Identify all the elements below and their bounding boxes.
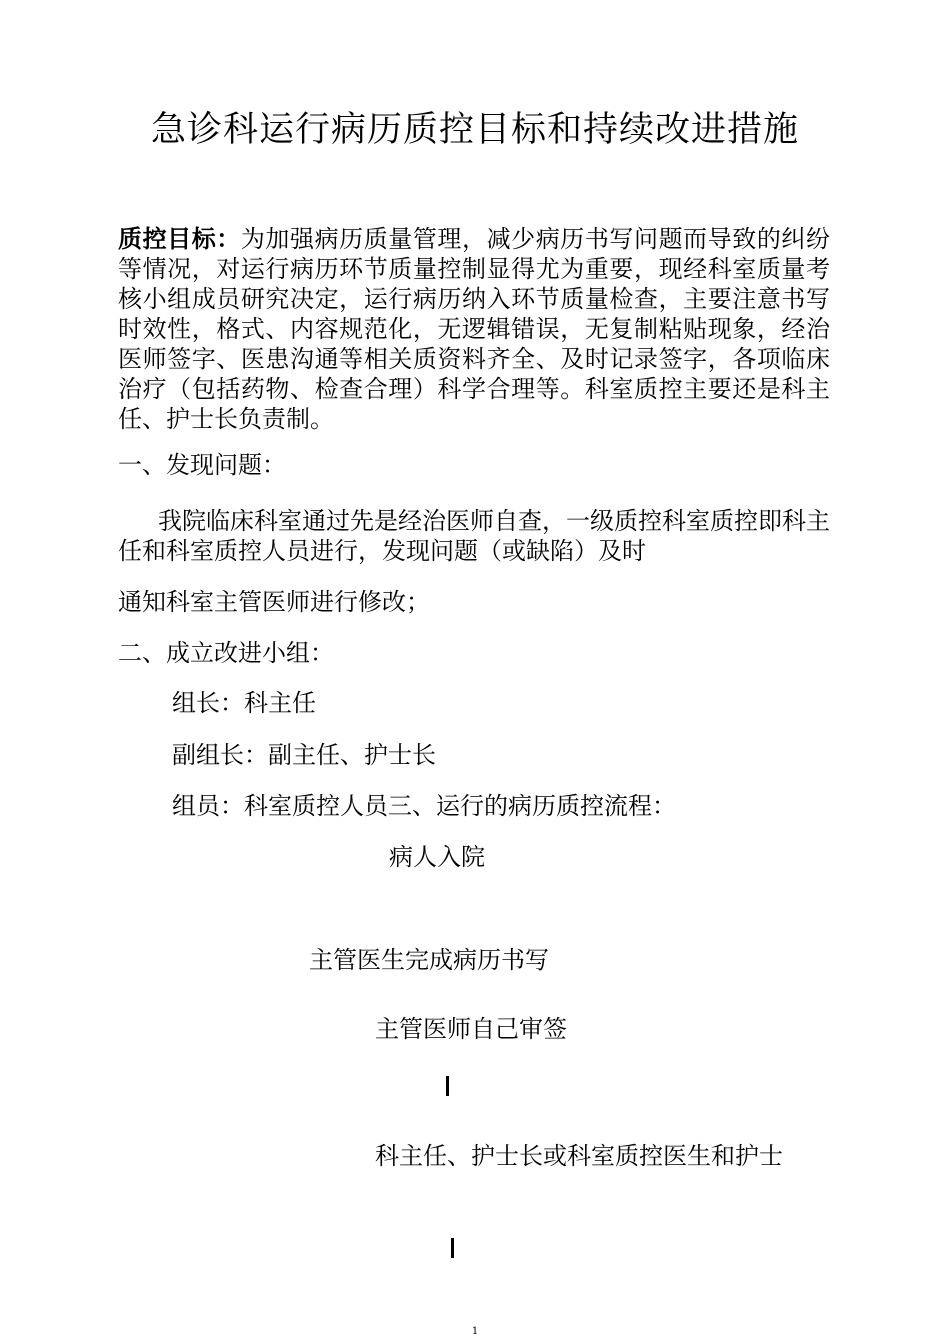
flow-connector-line: [446, 1076, 449, 1096]
flow-step-self-review: 主管医师自己审签: [375, 1015, 567, 1043]
document-title: 急诊科运行病历质控目标和持续改进措施: [150, 110, 799, 150]
flow-step-admission: 病人入院: [389, 843, 485, 871]
quality-goal-text: 为加强病历质量管理，减少病历书写问题而导致的纠纷等情况，对运行病历环节质量控制显得尤为重要，现经科室质量考核小组成员研究决定，运行病历纳入环节质量检查，主要注意书写时效性，格式、内容规范化，无逻辑错误，无复制粘贴现象，经治医师签字、医患沟通等相关质资料齐全、及时记录签字，各项临床治疗（包括药物、检查合理）科学合理等。科室质控主要还是科主任、护士长负责制。: [118, 225, 831, 433]
quality-goal-label: 质控目标：: [118, 225, 241, 253]
quality-goal-paragraph: [118, 224, 830, 434]
group-members: 组员：科室质控人员三、运行的病历质控流程：: [172, 792, 676, 820]
section-1-heading: 一、发现问题：: [118, 451, 286, 479]
section-2-heading: 二、成立改进小组：: [118, 639, 334, 667]
group-leader: 组长：科主任: [172, 689, 316, 717]
flow-connector-line: [451, 1238, 454, 1258]
section-1-text-part2: 通知科室主管医师进行修改；: [118, 588, 430, 616]
flow-step-department-review: 科主任、护士长或科室质控医生和护士: [375, 1142, 783, 1170]
section-1-text-part1: 我院临床科室通过先是经治医师自查，一级质控科室质控即科主任和科室质控人员进行，发现问题（或缺陷）及时: [118, 507, 830, 565]
group-deputy-leader: 副组长：副主任、护士长: [172, 741, 436, 769]
flow-step-record-writing: 主管医生完成病历书写: [309, 946, 549, 974]
page-number: 1: [471, 1326, 479, 1337]
